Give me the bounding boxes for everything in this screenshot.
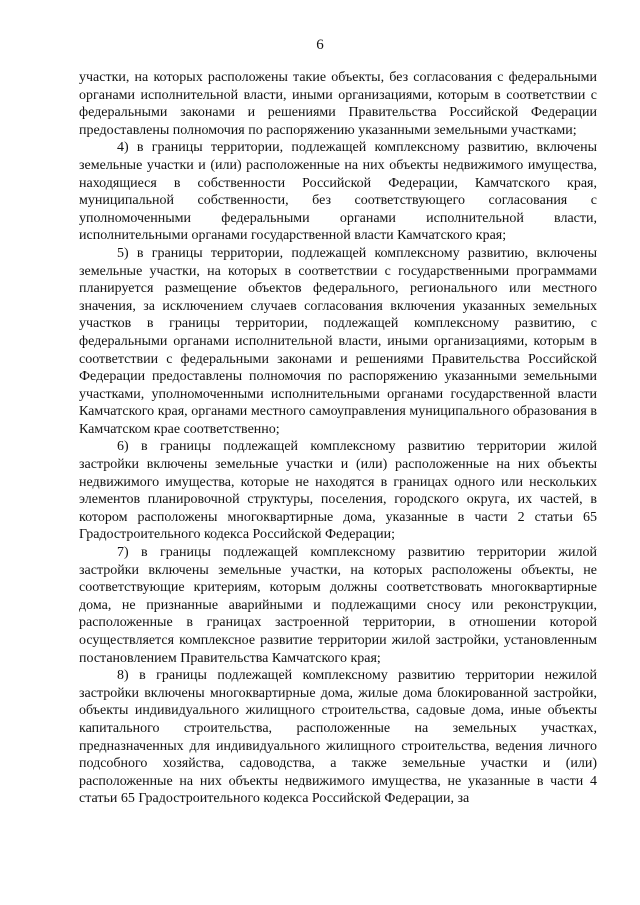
paragraph-item-8: 8) в границы подлежащей комплексному развитию территории нежилой застройки включены многоквартирные дома, жилые дома блокированной застройки, объекты индивидуального жилищного строительства, садовые дома, иные объекты капитального строительства, расположенные на земельных участках, предназначенных для индивидуального жилищного строительства, ведения личного подсобного хозяйства, садоводства, а также земельные участки и (или) расположенные на них объекты недвижимого имущества, не указанные в части 4 статьи 65 Градостроительного кодекса Российской Федерации, за bbox=[79, 668, 597, 807]
document-body bbox=[79, 69, 597, 808]
paragraph-item-7: 7) в границы подлежащей комплексному развитию территории жилой застройки включены земельные участки, на которых расположены объекты, не соответствующие критериям, которым должны соответствовать многоквартирные дома, не признанные аварийными и подлежащими сносу или реконструкции, расположенные в границах застроенной территории, в отношении которой осуществляется комплексное развитие территории жилой застройки, установленным постановлением Правительства Камчатского края; bbox=[79, 545, 597, 666]
paragraph-item-4: 4) в границы территории, подлежащей комплексному развитию, включены земельные участки и (или) расположенные на них объекты недвижимого имущества, находящиеся в собственности Российской Федерации, Камчатского края, муниципальной собственности, без соответствующего согласования с уполномоченными федеральными органами исполнительной власти, исполнительными органами государственной власти Камчатского края; bbox=[79, 140, 597, 244]
paragraph-item-6: 6) в границы подлежащей комплексному развитию территории жилой застройки включены земельные участки и (или) расположенные на них объекты недвижимого имущества, которые не находятся в границах одного или нескольких элементов планировочной структуры, поселения, городского округа, их частей, в котором расположены многоквартирные дома, указанные в части 2 статьи 65 Градостроительного кодекса Российской Федерации; bbox=[79, 439, 597, 543]
page-number: 6 bbox=[316, 37, 324, 53]
paragraph-item-5: 5) в границы территории, подлежащей комплексному развитию, включены земельные участки, на которых в соответствии с государственными программами планируется размещение объектов федерального, регионального или местного значения, за исключением случаев согласования включения указанных земельных участков в границы территории, подлежащей комплексному развитию, с федеральными органами исполнительной власти, иными организациями, которым в соответствии с федеральными законами и решениями Правительства Российской Федерации предоставлены полномочия по распоряжению указанными земельными участками, уполномоченными исполнительными органами государственной власти Камчатского края, органами местного самоуправления муниципального образования в Камчатском крае соответственно; bbox=[79, 245, 597, 437]
paragraph-continuation: участки, на которых расположены такие объекты, без согласования с федеральными органами исполнительной власти, иными организациями, которым в соответствии с федеральными законами и решениями Правительства Российской Федерации предоставлены полномочия по распоряжению указанными земельными участками; bbox=[79, 70, 597, 138]
